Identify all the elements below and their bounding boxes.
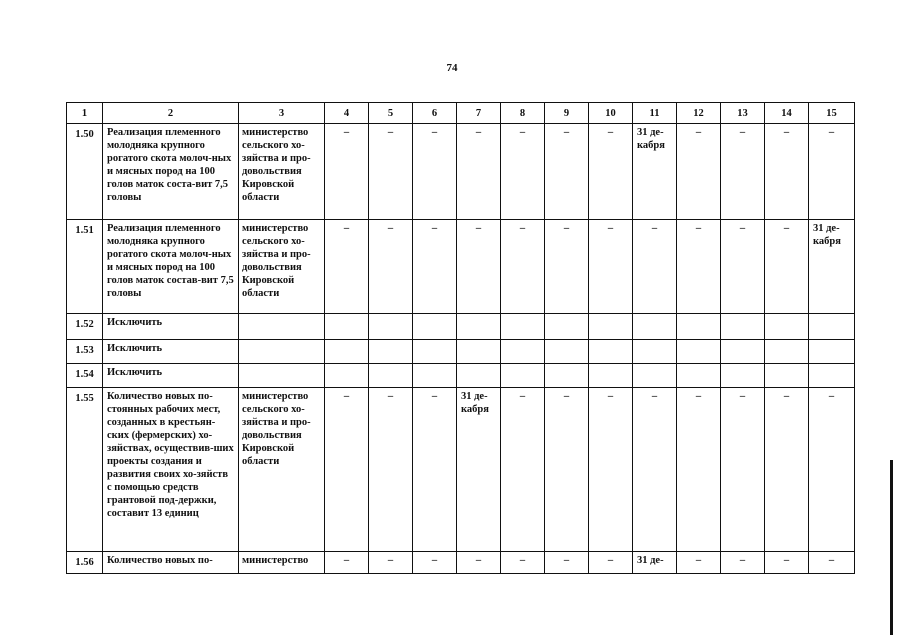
header-row — [67, 103, 855, 124]
responsible-org: министерство сельского хо-зяйства и про-довольствия Кировской области — [239, 388, 325, 552]
deadline-cell-col-6: – — [413, 220, 457, 314]
deadline-cell-col-13: – — [721, 220, 765, 314]
table-row — [67, 124, 855, 220]
deadline-cell-col-11: 31 де-кабря — [633, 124, 677, 220]
deadline-cell-col-4: – — [325, 124, 369, 220]
deadline-cell-col-7 — [457, 314, 501, 340]
header-cell-6: 6 — [413, 103, 457, 124]
indicator-name: Количество новых по- — [103, 552, 239, 574]
deadline-cell-col-10 — [589, 340, 633, 364]
row-number: 1.52 — [67, 314, 103, 340]
deadline-cell-col-11: – — [633, 388, 677, 552]
deadline-cell-col-12 — [677, 364, 721, 388]
deadline-cell-col-11: – — [633, 220, 677, 314]
responsible-org — [239, 364, 325, 388]
deadline-cell-col-7: 31 де-кабря — [457, 388, 501, 552]
deadline-cell-col-12: – — [677, 552, 721, 574]
header-cell-14: 14 — [765, 103, 809, 124]
indicator-name: Исключить — [103, 340, 239, 364]
deadline-cell-col-4 — [325, 314, 369, 340]
table-row — [67, 552, 855, 574]
header-cell-2: 2 — [103, 103, 239, 124]
deadline-cell-col-4 — [325, 364, 369, 388]
responsible-org: министерство — [239, 552, 325, 574]
table-row — [67, 388, 855, 552]
deadline-cell-col-6 — [413, 314, 457, 340]
deadline-cell-col-9 — [545, 314, 589, 340]
deadline-cell-col-14: – — [765, 552, 809, 574]
deadline-cell-col-7: – — [457, 552, 501, 574]
deadline-cell-col-13 — [721, 314, 765, 340]
page-number: 74 — [446, 62, 458, 74]
deadline-cell-col-13: – — [721, 388, 765, 552]
header-cell-1: 1 — [67, 103, 103, 124]
deadline-cell-col-5: – — [369, 124, 413, 220]
row-number: 1.51 — [67, 220, 103, 314]
deadline-cell-col-4: – — [325, 552, 369, 574]
row-number: 1.54 — [67, 364, 103, 388]
deadline-cell-col-9 — [545, 340, 589, 364]
deadline-cell-col-10: – — [589, 124, 633, 220]
responsible-org: министерство сельского хо-зяйства и про-довольствия Кировской области — [239, 124, 325, 220]
deadline-cell-col-4: – — [325, 220, 369, 314]
deadline-cell-col-10: – — [589, 552, 633, 574]
header-cell-15: 15 — [809, 103, 855, 124]
deadline-cell-col-13: – — [721, 124, 765, 220]
indicator-name: Реализация племенного молодняка крупного рогатого скота молоч-ных и мясных пород на 100 голов маток состав-вит 7,5 головы — [103, 220, 239, 314]
deadline-cell-col-6 — [413, 364, 457, 388]
table-row — [67, 340, 855, 364]
deadline-cell-col-9: – — [545, 388, 589, 552]
deadline-cell-col-9 — [545, 364, 589, 388]
deadline-cell-col-6: – — [413, 388, 457, 552]
deadline-cell-col-5 — [369, 314, 413, 340]
deadline-cell-col-15 — [809, 340, 855, 364]
deadline-cell-col-6: – — [413, 552, 457, 574]
deadline-cell-col-8: – — [501, 552, 545, 574]
indicator-name: Исключить — [103, 314, 239, 340]
header-cell-11: 11 — [633, 103, 677, 124]
deadline-cell-col-14: – — [765, 124, 809, 220]
header-cell-7: 7 — [457, 103, 501, 124]
deadline-cell-col-8: – — [501, 124, 545, 220]
deadline-cell-col-8: – — [501, 388, 545, 552]
deadline-cell-col-7 — [457, 364, 501, 388]
deadline-cell-col-13 — [721, 364, 765, 388]
indicator-name: Количество новых по-стоянных рабочих мест, созданных в крестьян-ских (фермерских) хо-зяйствах, осуществив-ших проекты создания и развития своих хо-зяйств с помощью средств грантовой под-держки, составит 13 единиц — [103, 388, 239, 552]
row-number: 1.50 — [67, 124, 103, 220]
deadline-cell-col-11 — [633, 314, 677, 340]
deadline-cell-col-9: – — [545, 124, 589, 220]
deadline-cell-col-15: 31 де-кабря — [809, 220, 855, 314]
deadline-cell-col-14 — [765, 364, 809, 388]
deadline-cell-col-15 — [809, 364, 855, 388]
deadline-cell-col-10: – — [589, 388, 633, 552]
responsible-org — [239, 340, 325, 364]
deadline-cell-col-15: – — [809, 552, 855, 574]
deadline-cell-col-4 — [325, 340, 369, 364]
deadline-cell-col-12 — [677, 340, 721, 364]
header-cell-9: 9 — [545, 103, 589, 124]
indicator-name: Реализация племенного молодняка крупного рогатого скота молоч-ных и мясных пород на 100 голов маток соста-вит 7,5 головы — [103, 124, 239, 220]
deadline-cell-col-6: – — [413, 124, 457, 220]
header-cell-10: 10 — [589, 103, 633, 124]
deadline-cell-col-15: – — [809, 388, 855, 552]
row-number: 1.56 — [67, 552, 103, 574]
deadline-cell-col-7: – — [457, 124, 501, 220]
row-number: 1.53 — [67, 340, 103, 364]
deadline-cell-col-14 — [765, 340, 809, 364]
deadline-cell-col-14: – — [765, 388, 809, 552]
plan-table — [66, 102, 855, 574]
deadline-cell-col-12: – — [677, 388, 721, 552]
table-row — [67, 314, 855, 340]
header-cell-13: 13 — [721, 103, 765, 124]
table-row — [67, 364, 855, 388]
deadline-cell-col-11: 31 де- — [633, 552, 677, 574]
deadline-cell-col-15: – — [809, 124, 855, 220]
deadline-cell-col-8 — [501, 364, 545, 388]
responsible-org: министерство сельского хо-зяйства и про-довольствия Кировской области — [239, 220, 325, 314]
deadline-cell-col-5 — [369, 340, 413, 364]
deadline-cell-col-15 — [809, 314, 855, 340]
deadline-cell-col-11 — [633, 364, 677, 388]
responsible-org — [239, 314, 325, 340]
header-cell-4: 4 — [325, 103, 369, 124]
deadline-cell-col-14 — [765, 314, 809, 340]
deadline-cell-col-5: – — [369, 388, 413, 552]
deadline-cell-col-9: – — [545, 220, 589, 314]
table-row — [67, 220, 855, 314]
deadline-cell-col-8: – — [501, 220, 545, 314]
deadline-cell-col-4: – — [325, 388, 369, 552]
header-cell-12: 12 — [677, 103, 721, 124]
deadline-cell-col-5 — [369, 364, 413, 388]
row-number: 1.55 — [67, 388, 103, 552]
deadline-cell-col-7: – — [457, 220, 501, 314]
deadline-cell-col-7 — [457, 340, 501, 364]
deadline-cell-col-6 — [413, 340, 457, 364]
indicator-name: Исключить — [103, 364, 239, 388]
header-cell-8: 8 — [501, 103, 545, 124]
deadline-cell-col-9: – — [545, 552, 589, 574]
deadline-cell-col-10: – — [589, 220, 633, 314]
deadline-cell-col-13: – — [721, 552, 765, 574]
deadline-cell-col-5: – — [369, 220, 413, 314]
deadline-cell-col-5: – — [369, 552, 413, 574]
header-cell-5: 5 — [369, 103, 413, 124]
deadline-cell-col-10 — [589, 364, 633, 388]
deadline-cell-col-10 — [589, 314, 633, 340]
header-cell-3: 3 — [239, 103, 325, 124]
deadline-cell-col-8 — [501, 314, 545, 340]
deadline-cell-col-13 — [721, 340, 765, 364]
deadline-cell-col-14: – — [765, 220, 809, 314]
deadline-cell-col-12: – — [677, 220, 721, 314]
deadline-cell-col-8 — [501, 340, 545, 364]
margin-line — [890, 460, 893, 635]
deadline-cell-col-12 — [677, 314, 721, 340]
deadline-cell-col-12: – — [677, 124, 721, 220]
deadline-cell-col-11 — [633, 340, 677, 364]
